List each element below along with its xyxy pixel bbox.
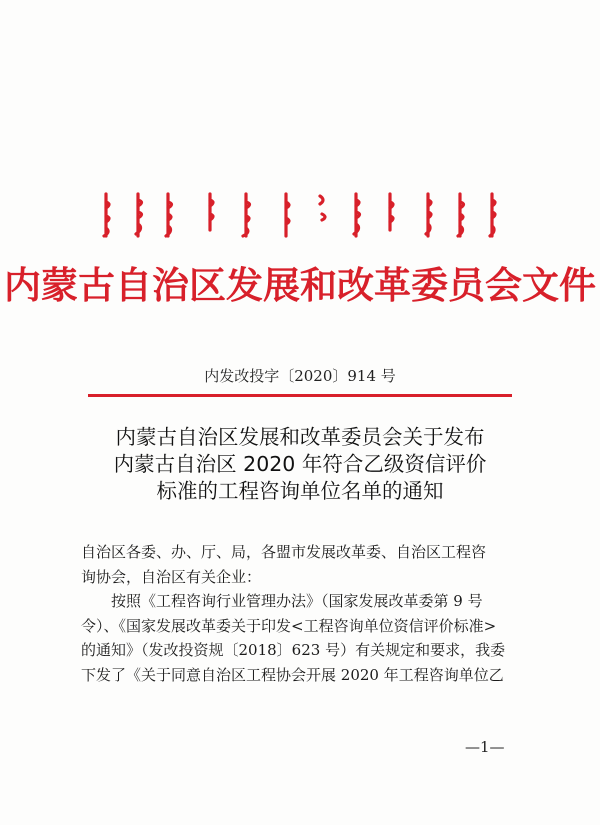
title-line: 内蒙古自治区发展和改革委员会关于发布: [115, 425, 485, 449]
body-line: 令）、《国家发展改革委关于印发<工程咨询单位资信评价标准>: [81, 616, 497, 635]
title-line: 内蒙古自治区 2020 年符合乙级资信评价: [113, 452, 487, 476]
document-number: 内发改投字〔2020〕914 号: [204, 367, 396, 385]
page-number: —1—: [465, 738, 505, 756]
body-line: 的通知》（发改投资规〔2018〕623 号）有关规定和要求，我委: [81, 641, 506, 659]
body-line: 自治区各委、办、厅、局，各盟市发展改革委、自治区工程咨: [81, 543, 487, 561]
red-divider-rule: [88, 394, 512, 397]
document-body: [81, 540, 521, 687]
body-line: 询协会，自治区有关企业：: [81, 567, 262, 586]
mongolian-script-header: [100, 190, 500, 242]
document-title: [0, 424, 600, 505]
organization-header: 内蒙古自治区发展和改革委员会文件: [4, 264, 596, 307]
mongolian-script-graphic: [100, 190, 500, 242]
body-line: 按照《工程咨询行业管理办法》（国家发展改革委第 9 号: [111, 592, 483, 610]
body-line: 下发了《关于同意自治区工程协会开展 2020 年工程咨询单位乙: [81, 665, 504, 684]
title-line: 标准的工程咨询单位名单的通知: [156, 479, 444, 503]
